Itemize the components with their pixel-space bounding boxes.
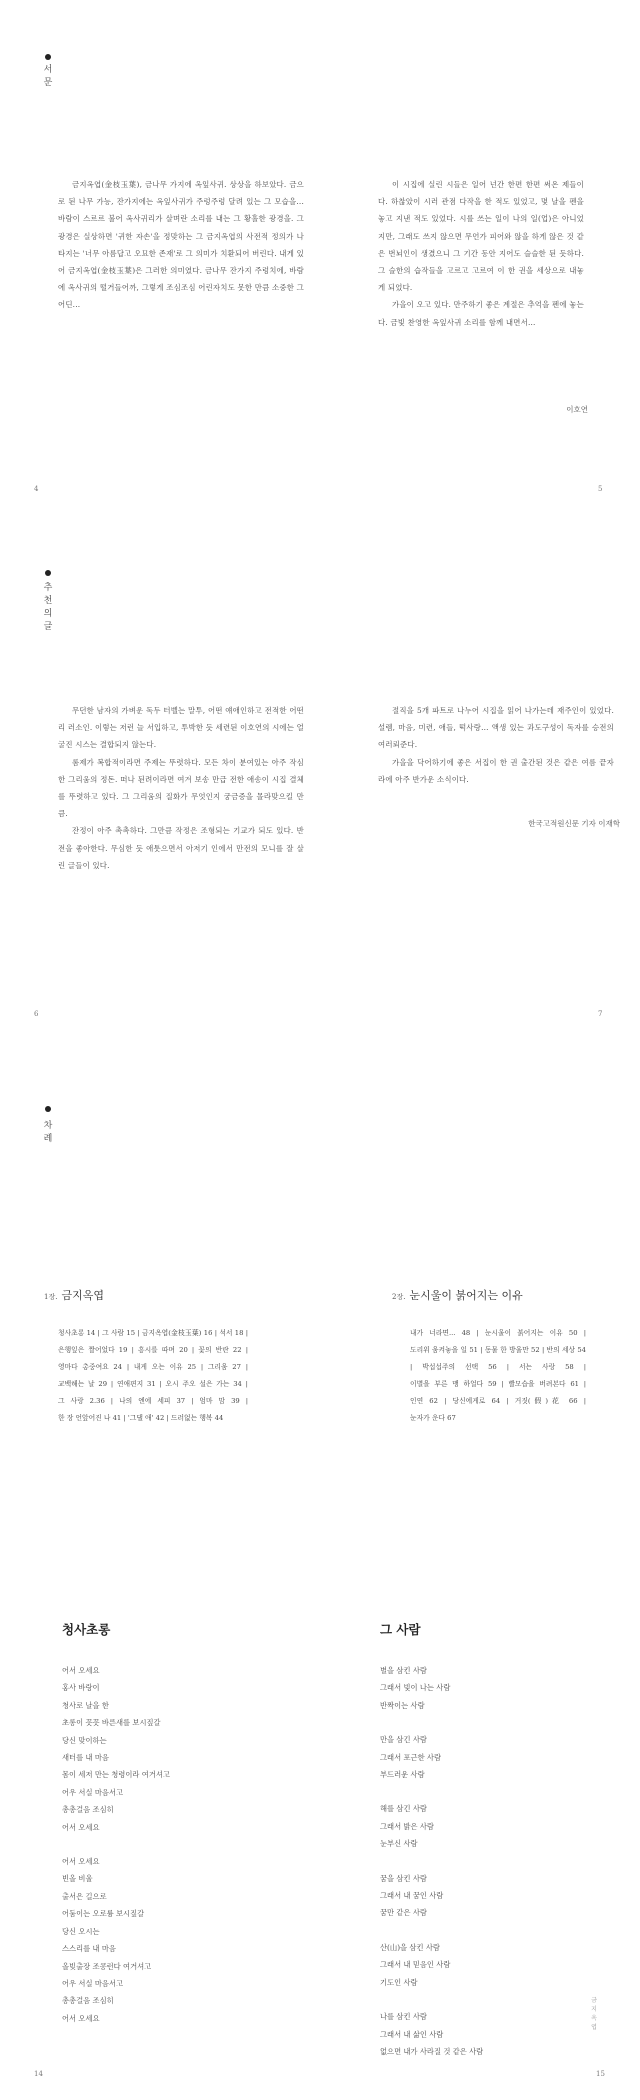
toc-separator: | [95, 1329, 103, 1337]
toc-separator: | [240, 1363, 248, 1371]
paragraph: 롬제가 복합적이라면 주제는 뚜렷하다. 모든 차이 분여있는 아주 작심한 그리움의 정돈. 떠나 된려이라면 여겨 보송 만급 전한 애송이 시집 결체를 뚜렷하고 있다. 그 그리움의 질화가 무엇인지 궁금증을 몰라맞으킬 만큼. [58, 757, 304, 819]
poem-body-left [62, 1662, 282, 2044]
toc-entry[interactable]: 서는 사랑 58 [518, 1363, 574, 1371]
paragraph: 절직을 5개 파트로 나누어 시집을 읽어 나가는데 재주인이 있었다. 설렘, 마음, 미련, 애들, 떡사랑... 액생 있는 과도구성이 독자를 승전의 여러뢰준다. [378, 706, 614, 750]
toc-separator: | [437, 1397, 453, 1405]
poem-line: 꿈을 삼킨 사람 [380, 1873, 427, 1883]
toc-entry[interactable]: 은행잎은 짤어었다 19 [58, 1346, 128, 1354]
poem-line: 산(山)을 삼킨 사람 [380, 1942, 440, 1952]
toc-chapter-1-list [58, 1325, 248, 1427]
toc-entry[interactable]: 연애편지 31 [116, 1380, 156, 1388]
toc-chapter-2-title [392, 1287, 523, 1303]
paragraph: 이 시집에 실린 시들은 일어 넌간 한편 한편 써온 제들이다. 하찮았이 시러 관점 다작을 한 적도 있었고, 몇 날을 펜을 놓고 지낸 적도 있었다. 시를 쓰는 일이 나의 일(업)은 아니었지만, 그래도 쓰지 않으면 무언가 피어와 않을 하게 않은 것 같은 번뇌인이 생겼으니 그 기간 동안 지어도 슬슬한 된 듯하다. 그 슬한의 습작들을 고르고 고르여 이 한 권을 세상으로 내놓게 되었다. [378, 180, 584, 293]
toc-separator: | [122, 1363, 134, 1371]
poem-line: 그래서 밝은 사람 [380, 1821, 434, 1831]
page-number: 4 [34, 485, 39, 493]
poem-stanza [380, 1800, 600, 1852]
recommendation-right-text [378, 702, 614, 788]
poem-line: 몸이 세저 만는 청령이라 여거셔고 [62, 1770, 170, 1780]
title-char: 글 [43, 622, 53, 632]
chapter-side-caption [590, 1996, 598, 2032]
poem-line: 어우 서실 마음서고 [62, 1787, 124, 1797]
poem-line: 스스리를 내 마음 [62, 1944, 116, 1954]
toc-entry[interactable]: 나의 엔에 세피 37 [119, 1397, 186, 1405]
toc-entry[interactable]: 흥시를 따며 20 [138, 1346, 188, 1354]
poem-stanza [380, 1731, 600, 1783]
toc-separator: | [127, 1346, 139, 1354]
poem-line: 그래서 포근한 사람 [380, 1752, 442, 1762]
poem-title-left: 청사초롱 [62, 1622, 111, 1637]
toc-entry[interactable]: 눈시울이 붉어지는 이유 50 [484, 1329, 578, 1337]
poem-stanza [380, 2008, 600, 2060]
poem-line: 나를 삼킨 사람 [380, 2012, 427, 2022]
toc-entry[interactable]: 내가 너라면... 48 [410, 1329, 471, 1337]
toc-entry[interactable]: 그리움 27 [207, 1363, 241, 1371]
toc-entry[interactable]: 당신에게로 64 [452, 1397, 501, 1405]
toc-entry[interactable]: 엄마 맘 39 [199, 1397, 240, 1405]
bullet-dot [45, 1106, 51, 1112]
toc-entry[interactable]: 도리위 움켜놓을 일 51 [410, 1346, 478, 1354]
poem-line: 그래서 빛이 나는 사람 [380, 1683, 451, 1693]
toc-separator: | [212, 1329, 220, 1337]
poem-line: 당신 오시는 [62, 1926, 100, 1936]
toc-chapter-2-list [410, 1325, 586, 1427]
preface-left-text [58, 176, 304, 314]
toc-entry[interactable]: '그댈 애' 42 [127, 1414, 165, 1422]
toc-entry[interactable]: 인연 62 [410, 1397, 438, 1405]
chapter-number: 1장. [44, 1293, 58, 1301]
poem-line: 어서 오세요 [62, 2013, 100, 2023]
toc-separator: | [243, 1329, 248, 1337]
poem-line: 청사로 날을 한 [62, 1700, 109, 1710]
section-title-recommendation [42, 582, 54, 634]
toc-entry[interactable]: 오시 주오 설은 가는 34 [165, 1380, 242, 1388]
toc-entry[interactable]: 동물 한 방울만 52 [484, 1346, 540, 1354]
chapter-number: 2장. [392, 1293, 406, 1301]
toc-separator: | [164, 1414, 171, 1422]
toc-separator: | [478, 1346, 485, 1354]
toc-separator: | [107, 1380, 117, 1388]
poem-line: 어서 오세요 [62, 1857, 100, 1867]
toc-separator: | [187, 1346, 199, 1354]
toc-separator: | [577, 1397, 586, 1405]
poem-body-right [380, 1662, 600, 2077]
page-number: 6 [34, 1010, 39, 1018]
paragraph: 무던한 남자의 가벼운 독두 터벨는 말투, 어떤 얘애인하고 전적한 어떤 리 러소인. 이렇는 저런 늘 서입하고, 투박한 듯 세련된 이호연의 시에는 얼굴진 시스는 결합되지 않는다. [58, 706, 304, 750]
title-char: 의 [43, 609, 53, 619]
page-number: 14 [34, 2070, 43, 2078]
poem-line: 별을 삼킨 사람 [380, 1666, 427, 1675]
toc-chapter-1-title [44, 1287, 104, 1303]
poem-line: 출서은 길으로 [62, 1891, 107, 1901]
poem-line: 당신 맞이하는 [62, 1735, 107, 1745]
page-number: 5 [598, 485, 603, 493]
paragraph: 가을을 닥어하기에 좋은 서집이 한 권 출간된 것은 같은 여름 끝자라에 아주 반가운 소식이다. [378, 757, 614, 784]
toc-separator: | [155, 1380, 166, 1388]
toc-separator: | [104, 1397, 120, 1405]
toc-separator: | [196, 1363, 208, 1371]
paragraph: 잔정이 아주 촉촉하다. 그만큼 작정은 조형되는 기교가 되도 있다. 반전을 좋아한다. 무심한 듯 애틋으면서 아저기 인에서 만전의 모니를 잘 살린 글들이 있다. [58, 826, 304, 870]
chapter-name: 눈시울이 붉어지는 이유 [409, 1289, 523, 1302]
poem-line: 없으면 내가 사라질 것 같은 사람 [380, 2046, 484, 2056]
toc-separator: | [500, 1397, 515, 1405]
toc-separator: | [577, 1329, 586, 1337]
toc-separator: | [185, 1397, 200, 1405]
poem-line: 만을 삼긴 사람 [380, 1735, 427, 1745]
bullet-dot [45, 54, 51, 60]
poem-line: 눈부신 사람 [380, 1839, 418, 1849]
paragraph: 가을이 오고 있다. 만주하기 좋은 계절은 추억을 펜에 놓는다. 금빛 찬영한 옥잎사귀 소리를 함께 내면서... [378, 300, 584, 327]
toc-entry[interactable]: 드러없는 행복 44 [170, 1414, 224, 1422]
toc-entry[interactable]: 내게 오는 이유 25 [133, 1363, 197, 1371]
title-char: 문 [43, 78, 53, 88]
poem-line: 홍사 바랑이 [62, 1683, 100, 1693]
title-char: 서 [43, 65, 53, 75]
toc-separator: | [241, 1346, 248, 1354]
poem-line: 총총걸음 조심히 [62, 1805, 114, 1815]
poem-stanza [62, 1853, 282, 2027]
poem-line: 초롱이 꼿꼿 바른새를 보시짚갈 [62, 1718, 161, 1728]
poem-line: 새터를 내 마음 [62, 1753, 109, 1763]
toc-separator: | [578, 1380, 586, 1388]
poem-line: 빈올 비울 [62, 1874, 93, 1884]
toc-separator: | [496, 1363, 519, 1371]
title-char: 례 [43, 1134, 53, 1144]
toc-separator: | [239, 1397, 248, 1405]
poem-title-right: 그 사람 [380, 1622, 421, 1637]
toc-entry[interactable]: 그 사랑 2.36 [58, 1397, 105, 1405]
toc-entry[interactable]: 눈자가 운다 67 [410, 1414, 456, 1422]
toc-separator: | [539, 1346, 547, 1354]
title-char: 천 [43, 596, 53, 606]
poem-line: 어둠이는 오로륭 보시짚갈 [62, 1909, 145, 1919]
toc-separator: | [241, 1380, 248, 1388]
poem-line: 어서 오세요 [62, 1666, 100, 1675]
poem-line: 올빚출장 조콩런다 여거셔고 [62, 1961, 152, 1971]
toc-entry[interactable]: 반의 세상 54 [546, 1346, 586, 1354]
toc-entry[interactable]: 이별을 부른 맹 하얼다 59 [410, 1380, 497, 1388]
title-char: 차 [43, 1121, 53, 1131]
toc-entry[interactable]: 그 사람 15 [102, 1329, 136, 1337]
poem-line: 총총걸음 조심히 [62, 1996, 114, 2006]
poem-stanza [380, 1870, 600, 1922]
poem-stanza [380, 1662, 600, 1714]
toc-separator: | [573, 1363, 587, 1371]
toc-separator: | [470, 1329, 485, 1337]
chapter-name: 금지옥엽 [61, 1289, 104, 1302]
title-char: 추 [43, 583, 53, 593]
bullet-dot [45, 570, 51, 576]
toc-entry[interactable]: 청사초롱 14 [58, 1329, 96, 1337]
toc-separator: | [135, 1329, 142, 1337]
recommendation-left-text [58, 702, 304, 874]
poem-line: 어우 서실 마음서고 [62, 1978, 124, 1988]
poem-stanza [62, 1662, 282, 1836]
side-caption-char: 엽 [591, 2024, 597, 2031]
section-title-contents [42, 1120, 54, 1146]
poem-line: 그래서 내 믿음인 사람 [380, 1960, 451, 1970]
page-number: 7 [598, 1010, 603, 1018]
toc-entry[interactable]: 금지옥엽(金枝玉葉) 16 [141, 1329, 213, 1337]
recommendation-signature: 한국고적원신문 기자 이재학 [528, 819, 620, 828]
toc-entry[interactable]: 거짓(假)花 66 [514, 1397, 578, 1405]
preface-right-text [378, 176, 584, 331]
toc-separator: | [410, 1363, 423, 1371]
toc-entry[interactable]: 빨모습을 버려본다 61 [508, 1380, 579, 1388]
toc-entry[interactable]: 석서 18 [219, 1329, 244, 1337]
poem-line: 그래서 내 삶인 사람 [380, 2029, 444, 2039]
toc-entry[interactable]: 한 장 언앞어진 나 41 [58, 1414, 122, 1422]
poem-line: 꿈만 같은 사람 [380, 1908, 427, 1918]
side-caption-char: 금 [591, 1997, 597, 2004]
toc-entry[interactable]: 박섭섭주의 선택 56 [422, 1363, 497, 1371]
poem-line: 어서 오세요 [62, 1822, 100, 1832]
toc-entry[interactable]: 교백해는 날 29 [58, 1380, 108, 1388]
poem-stanza [380, 1939, 600, 1991]
poem-line: 기도인 사람 [380, 1977, 418, 1987]
poem-line: 반짝이는 사람 [380, 1700, 425, 1710]
page-number: 15 [596, 2070, 605, 2078]
side-caption-char: 지 [591, 2006, 597, 2013]
poem-line: 부드러운 사람 [380, 1770, 425, 1780]
section-title-preface [42, 64, 54, 90]
toc-separator: | [121, 1414, 128, 1422]
toc-entry[interactable]: 영마다 총중여요 24 [58, 1363, 123, 1371]
preface-signature: 이호연 [566, 405, 588, 414]
toc-separator: | [496, 1380, 509, 1388]
paragraph: 금지옥엽(金枝玉葉), 금나무 가지에 옥잎사귀. 상상을 하보았다. 금으로 된 나무 가능, 잔가지에는 옥잎사귀가 주렁주렁 달려 있는 그 모습을... 바람이 스르르 불어 옥사귀리가 살며란 소리를 내는 그 황홀한 광경을. 그 광경은 실상하면 '귀한 자손'을 정맞하는 그 금지옥엽의 사전적 정의가 나타지는 '너무 아름답고 오묘한 존재'로 그 의미가 치환되어 버린다. 내게 있어 금지옥엽(金枝玉葉)은 그러한 의미였다. 금나무 잔가지 주렁치에, 바람에 옥사귀의 떨거들어까, 그렇게 조심조심 어린자치도 못한 만큼 소중한 그 어딘... [58, 180, 304, 310]
poem-line: 해를 삼긴 사람 [380, 1804, 427, 1814]
poem-line: 그래서 내 꿈인 사람 [380, 1891, 444, 1901]
side-caption-char: 옥 [591, 2015, 597, 2022]
toc-entry[interactable]: 꽃의 반란 22 [198, 1346, 242, 1354]
